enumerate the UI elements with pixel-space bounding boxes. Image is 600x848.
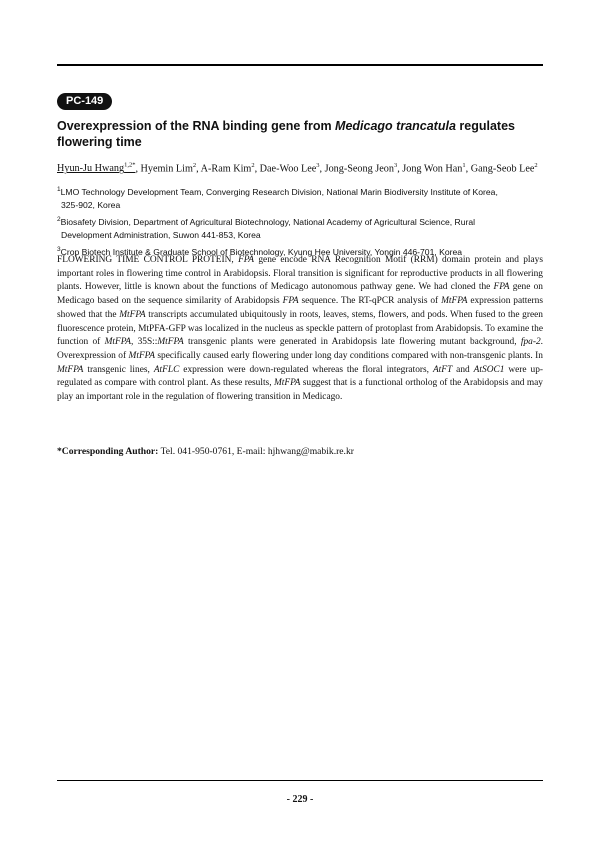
affiliation-list [57,183,543,259]
abstract-italic-term: fpa-2 [520,337,541,348]
author-name: Gang-Seob Lee [470,163,535,175]
abstract-italic-term: MtFPA [119,309,146,320]
abstract-body [57,254,543,405]
corresponding-author [57,445,543,458]
author-affiliation-mark: 3 [316,162,320,169]
abstract-italic-term: AtFT [432,364,453,375]
title-species: Medicago trancatula [335,119,456,133]
affiliation-item [57,183,543,213]
page-number: - 229 - [286,794,314,805]
author-affiliation-mark: 1,2* [124,162,136,169]
author-name: Jong Won Han [402,163,463,175]
abstract-text: transcripts accumulated ubiquitously in roots, leaves, stems, flowers, and pods. When fused to the green fluorescence protein, MtPFA-GFP was localized in the nucleus as speckle pattern of protoplast from Arabidopsis. To examine the function of [57,309,543,348]
abstract-italic-term: FPA [282,296,299,307]
abstract-text: expression patterns showed that the [57,296,543,320]
bottom-rule [57,780,543,781]
author-name: A-Ram Kim [200,163,252,175]
author-name: Hyun-Ju Hwang$^{1,2*}$ [57,162,136,175]
abstract-text: specifically caused early flowering under long day conditions compared with non-transgenic plants. In [154,350,543,361]
author-name: Dae-Woo Lee [259,163,317,175]
author-list: Hyun-Ju Hwang$^{1,2*}$, Hyemin Lim$^2$, A-Ram Kim$^2$, Dae-Woo Lee$^3$, Jong-Seong Jeon$^3$, Jong Won Han$^1$, Gang-Seob Lee$^2$ [57,162,538,175]
corresponding-contact: Tel. 041-950-0761, E-mail: hjhwang@mabik.re.kr [158,446,354,457]
abstract-italic-term: MtFPA [104,337,131,348]
affiliation-number: 2 [57,215,61,223]
abstract-text: , 35S:: [130,337,158,348]
affiliation-text: LMO Technology Development Team, Converging Research Division, National Marin Biodiversity Institute of Korea, [60,186,498,197]
abstract-text: suggest that is a functional ortholog of the Arabidopsis and may play an important role in the regulation of flowering transition in Medicago. [57,378,543,403]
abstract-text: were up-regulated as compare with control plant. As these results, [57,364,544,389]
abstract-text: transgenic plants were generated in Arabidopsis late flowering mutant background, [183,337,521,348]
abstract-text: transgenic lines, [83,364,154,375]
top-rule [57,64,543,66]
author-affiliation-mark: 2 [192,162,197,169]
abstract-text: gene encode RNA Recognition Motif (RRM) domain protein and plays important roles in flowering time control in Arabidopsis. Floral transition is significant for reproductive products in all flowering plants. However, little is known about the functions of Medicago autonomous pathway gene. We had cloned the [57,255,543,293]
abstract-italic-term: MtFPA [128,350,155,361]
abstract-text: . Overexpression of [57,337,543,361]
abstract-id-badge: PC-149 [57,93,112,110]
abstract-italic-term: FPA [493,282,510,293]
abstract-italic-term: MtFPA [441,296,468,307]
abstract-text: gene on Medicago based on the sequence similarity of Arabidopsis [57,282,543,307]
affiliation-number: 3 [57,245,61,253]
abstract-italic-term: FPA [238,255,255,265]
abstract-italic-term: AtSOC1 [473,364,505,375]
abstract-text: expression were down-regulated whereas the floral integrators, [179,364,433,375]
affiliation-item [57,213,543,243]
author-affiliation-mark: 3 [393,162,398,169]
affiliation-text-continued: Development Administration, Suwon 441-853, Korea [61,230,261,241]
abstract-italic-term: AtFLC [153,364,180,375]
abstract-italic-term: MtFPA [57,364,84,375]
author-affiliation-mark: 1 [462,162,466,169]
affiliation-text-continued: 325-902, Korea [61,200,121,211]
paper-title [57,118,543,150]
abstract-italic-term: MtFPA [157,337,184,348]
corresponding-label: *Corresponding Author: [57,446,159,457]
abstract-italic-term: MtFPA [273,378,301,389]
author-name: Hyemin Lim [140,163,193,175]
abstract-text: sequence. The RT-qPCR analysis of [298,296,442,307]
affiliation-text: Crop Biotech Institute & Graduate School of Biotechnology, Kyung Hee University, Yongin 446-701, Korea [60,246,463,257]
affiliation-number: 1 [57,186,61,193]
title-part-2: regulates flowering time [57,119,515,149]
abstract-text: and [452,364,474,375]
affiliation-text: Biosafety Division, Department of Agricultural Biotechnology, National Academy of Agricultural Science, Rural [60,216,476,227]
author-affiliation-mark: 2 [534,162,538,169]
author-name: Jong-Seong Jeon [324,163,394,175]
title-part-1: Overexpression of the RNA binding gene from [57,119,336,133]
author-affiliation-mark: 2 [251,162,255,169]
abstract-text: FLOWERING TIME CONTROL PROTEIN, [57,255,239,265]
